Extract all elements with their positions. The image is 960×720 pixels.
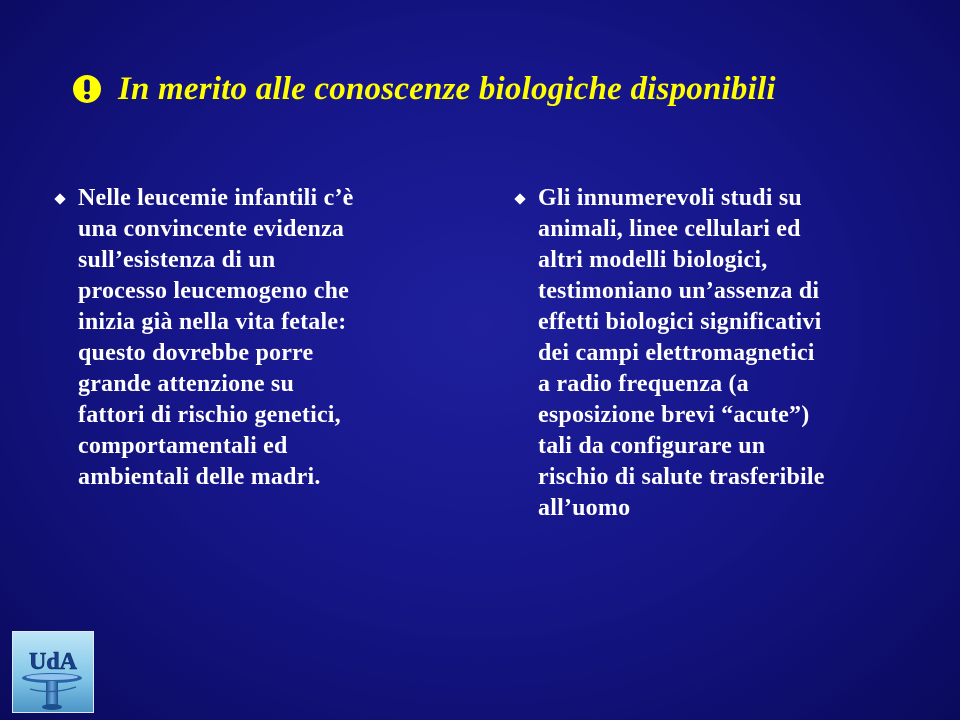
right-column <box>512 183 932 524</box>
right-bullet-text: Gli innumerevoli studi su animali, linee cellulari ed altri modelli biologici, testimoniano un’assenza di effetti biologici significativi dei campi elettromagnetici a radio frequenza (a esposizione brevi “acute”) tali da configurare un rischio di salute trasferibile all’uomo <box>538 185 825 521</box>
exclamation-circle-icon <box>72 74 102 104</box>
slide-title-text: In merito alle conoscenze biologiche disponibili <box>118 70 776 107</box>
logo-text: UdA <box>28 649 78 675</box>
diamond-bullet-icon <box>52 183 78 214</box>
diamond-bullet-icon <box>512 183 538 214</box>
slide-title <box>72 64 932 114</box>
left-column <box>52 183 462 493</box>
left-bullet-text: Nelle leucemie infantili c’è una convincente evidenza sull’esistenza di un processo leucemogeno che inizia già nella vita fetale: questo dovrebbe porre grande attenzione su fattori di rischio genetici, comportamentali ed ambientali delle madri. <box>78 185 354 490</box>
right-bullet-item <box>512 183 932 524</box>
university-logo <box>12 631 94 713</box>
left-bullet-item <box>52 183 462 493</box>
